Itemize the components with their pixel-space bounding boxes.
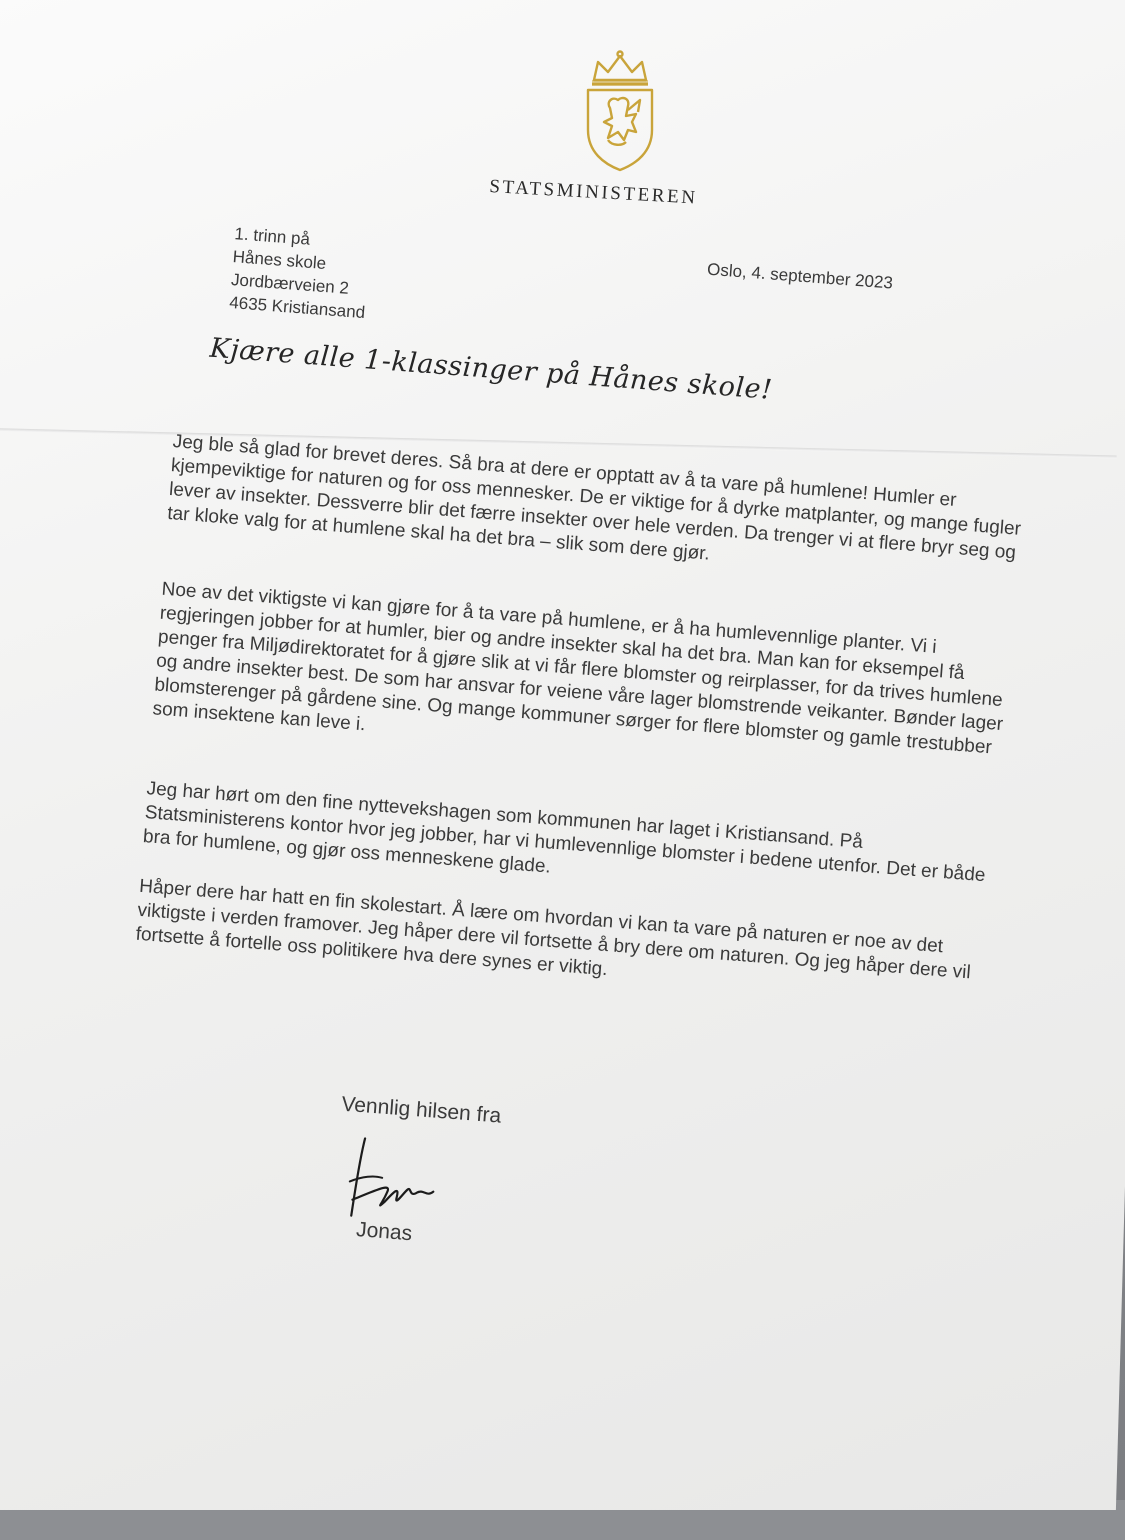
address-line: 4635 Kristiansand (228, 292, 366, 323)
closing-phrase: Vennlig hilsen fra (340, 1092, 502, 1128)
body-paragraph-1: Jeg ble så glad for brevet deres. Så bra at dere er opptatt av å ta vare på humlene! Humler er kjempeviktige for naturen og for oss mennesker. De er viktige for å dyrke matplanter, og mange fugler lever av insekter. Dessverre blir det færre insekter over hele verden. Da trenger vi at flere bryr seg og tar kloke valg for at humlene skal ha det bra – slik som dere gjør. (166, 431, 1022, 565)
letter-date: Oslo, 4. september 2023 (706, 259, 894, 293)
letterhead-office-name: STATSMINISTEREN (488, 176, 699, 209)
signer-name: Jonas (355, 1218, 413, 1246)
address-line: Jordbærveien 2 (230, 270, 350, 298)
address-line: 1. trinn på (233, 224, 311, 249)
body-paragraph-2: Noe av det viktigste vi kan gjøre for å ta vare på humlene, er å ha humlevennlige planter. Vi i regjeringen jobber for at humler, bier og andre insekter skal ha det bra. Man kan for eksempel få penger fra Miljødirektoratet for å gjøre slik at vi får flere blomster og reirplasser, for da trives humlene og andre insekter best. De som har ansvar for veiene våre lager blomstrende veikanter. Bønder lager blomsterenger på gårdene sine. Og mange kommuner sørger for flere blomster og gamle trestubber som insektene kan leve i. (151, 578, 1004, 759)
handwritten-salutation: Kjære alle 1-klassinger på Hånes skole! (208, 332, 774, 406)
body-paragraph-3: Jeg har hørt om den fine nyttevekshagen som kommunen har laget i Kristiansand. På Statsministerens kontor hvor jeg jobber, har vi humlevennlige blomster i bedene utenfor. Det er både bra for humlene, og gjør oss menneskene glade. (142, 778, 987, 887)
recipient-address (229, 222, 372, 324)
body-paragraph-4: Håper dere har hatt en fin skolestart. Å lære om hvordan vi kan ta vare på naturen er noe av det viktigste i verden framover. Jeg håper dere vil fortsette å bry dere om naturen. Og jeg håper dere vil fortsette å fortelle oss politikere hva dere synes er viktig. (134, 875, 972, 984)
handwritten-signature-icon (345, 1129, 471, 1228)
address-line: Hånes skole (232, 247, 327, 274)
